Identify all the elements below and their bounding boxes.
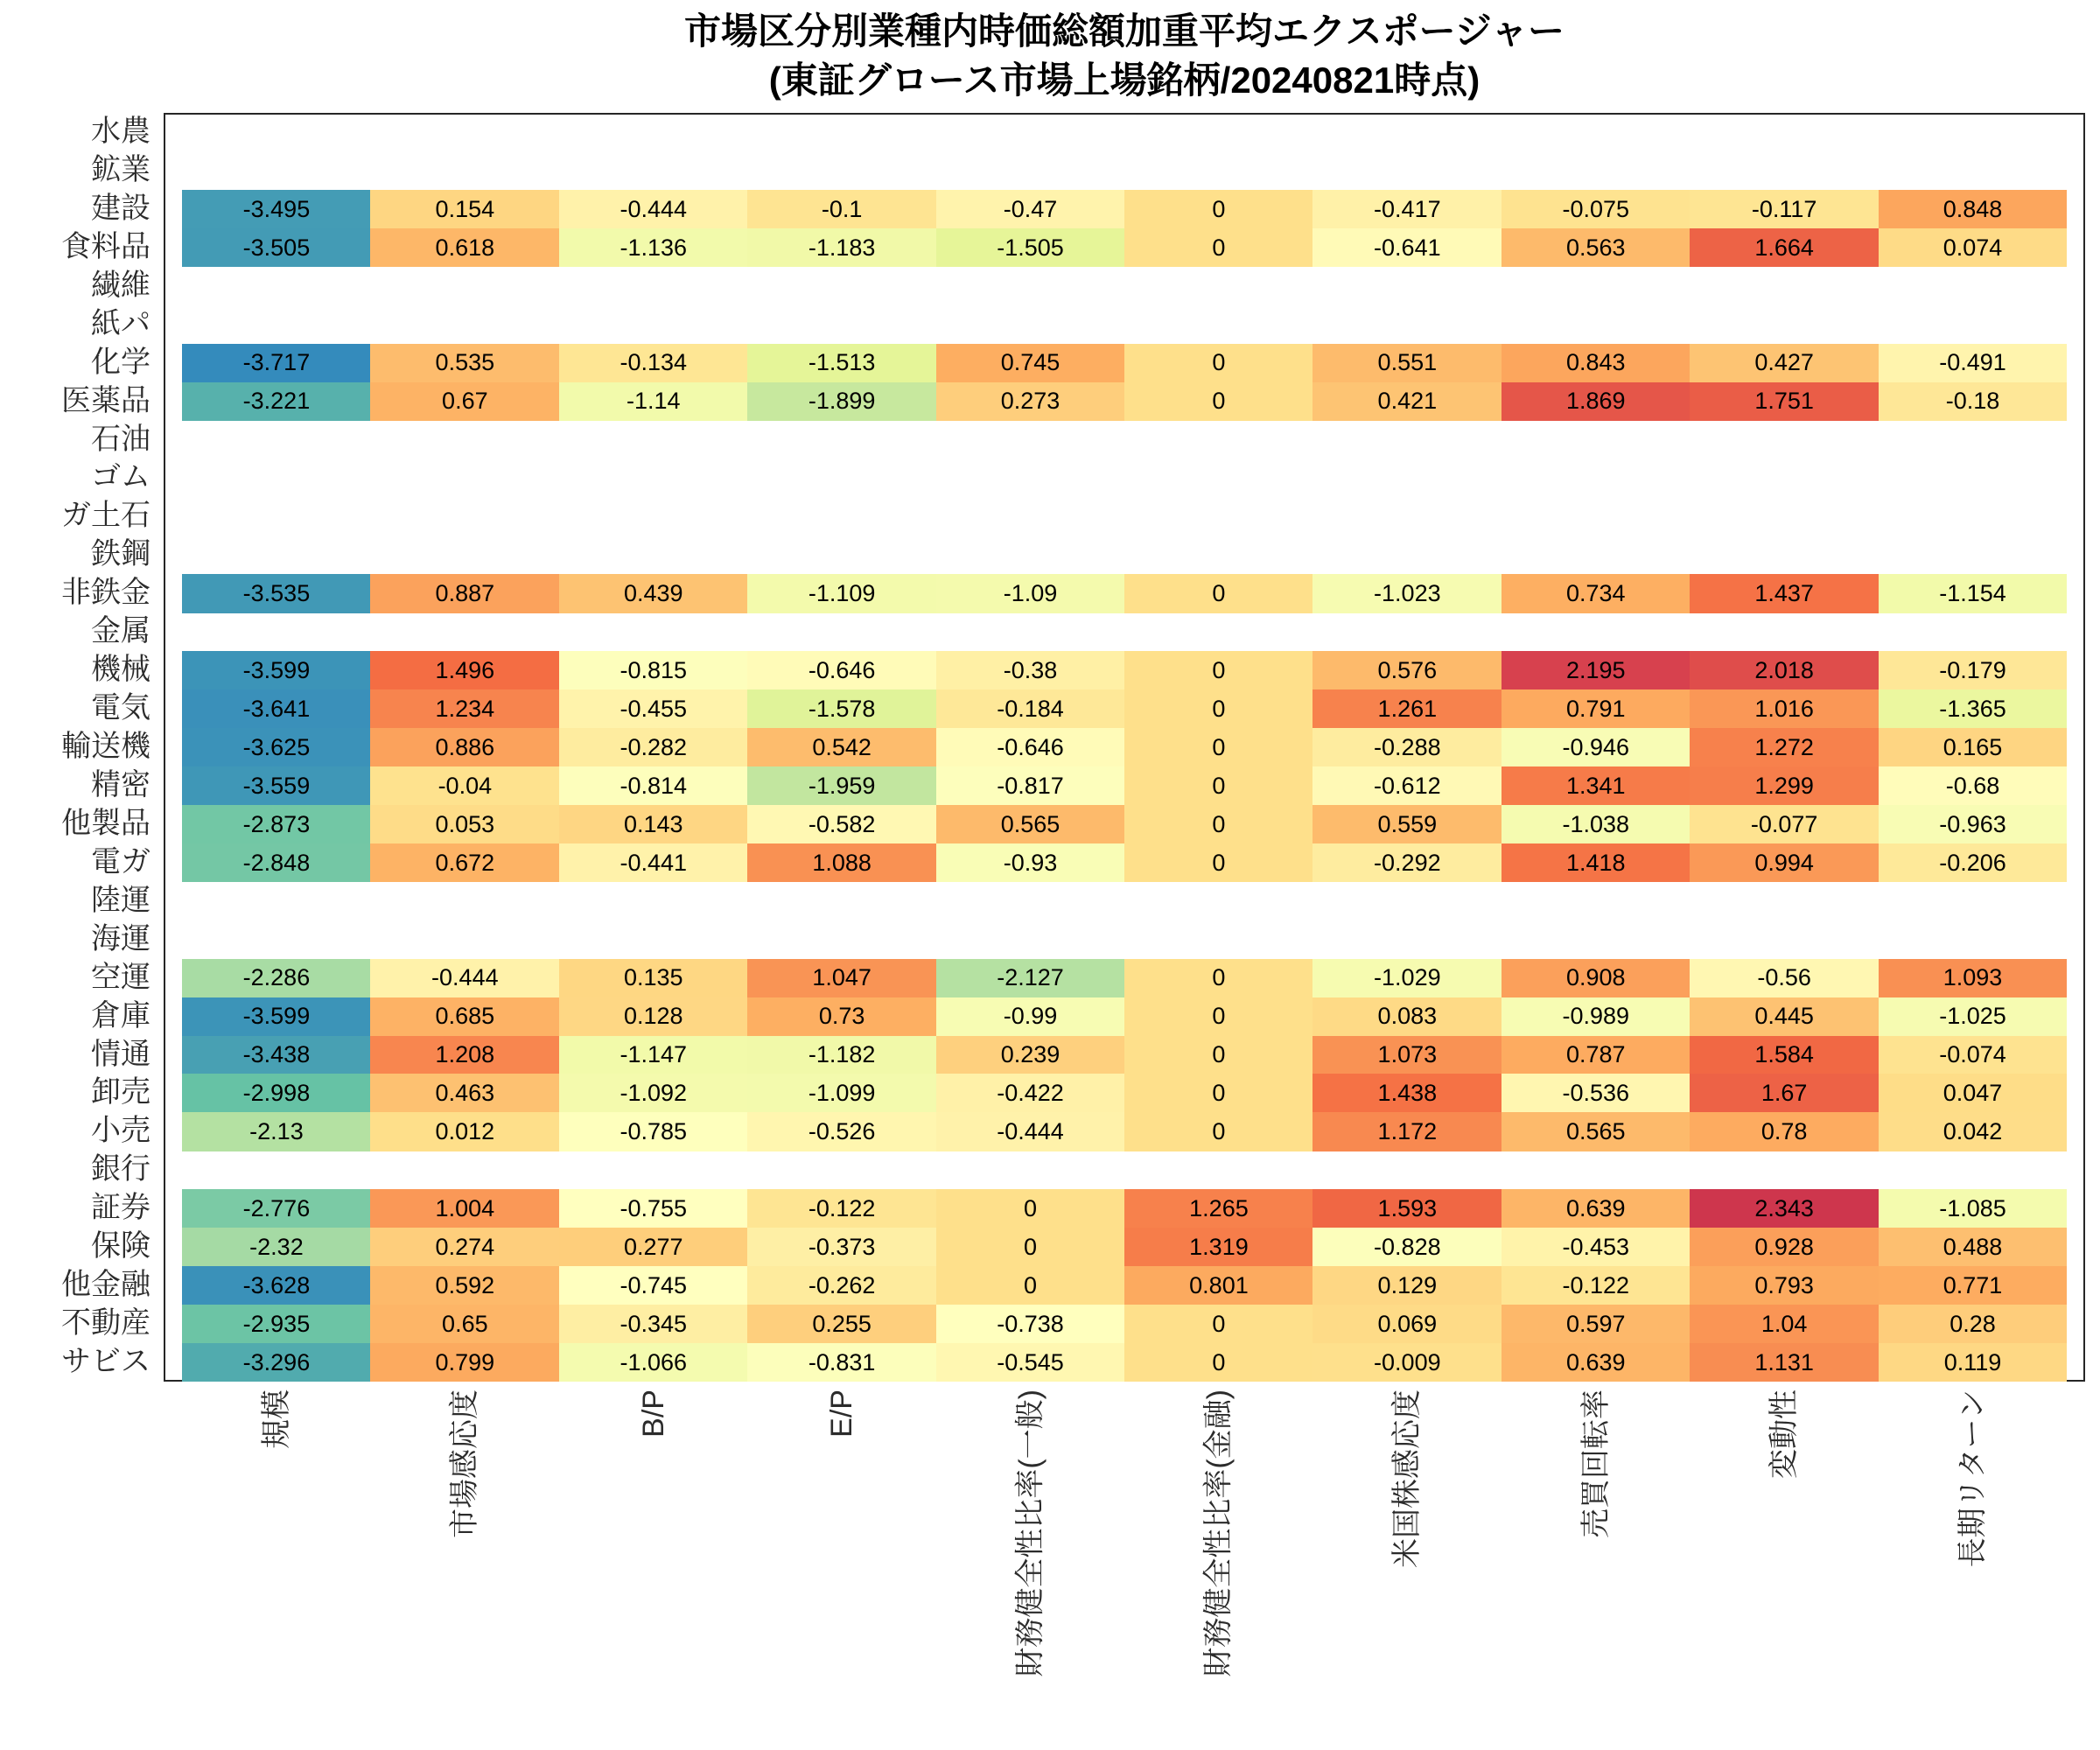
- heatmap-cell: 0.488: [1879, 1228, 2068, 1266]
- chart-title-line1: 市場区分別業種内時価総額加重平均エクスポージャー: [684, 10, 1564, 52]
- heatmap-cell: 1.093: [1879, 959, 2068, 998]
- heatmap-cell: -0.755: [559, 1189, 748, 1228]
- heatmap-cell: -0.963: [1879, 805, 2068, 844]
- heatmap-cell: -0.444: [936, 1112, 1125, 1151]
- heatmap-cell: 0.65: [370, 1305, 559, 1343]
- x-tick-label: 規模: [259, 1390, 293, 1449]
- y-tick-label: 空運: [91, 960, 150, 994]
- heatmap-cell: -0.526: [747, 1112, 936, 1151]
- heatmap-cell: -3.717: [182, 344, 371, 382]
- y-tick-label: 他製品: [61, 806, 150, 840]
- y-tick-label: 食料品: [61, 229, 150, 263]
- heatmap-cell: 0.799: [370, 1343, 559, 1382]
- heatmap-cell: -0.077: [1690, 805, 1879, 844]
- heatmap-cell: 1.004: [370, 1189, 559, 1228]
- heatmap-cell: 0: [1124, 344, 1313, 382]
- heatmap-cell: -0.47: [936, 190, 1125, 228]
- heatmap-cell: -1.513: [747, 344, 936, 382]
- x-tick-label: 米国株感応度: [1390, 1390, 1424, 1568]
- heatmap-cell: -0.815: [559, 651, 748, 690]
- y-tick-label: 小売: [91, 1114, 150, 1148]
- heatmap-cell: 0.119: [1879, 1343, 2068, 1382]
- heatmap-cell: 0.542: [747, 728, 936, 766]
- heatmap-cell: -0.1: [747, 190, 936, 228]
- heatmap-row: [182, 1343, 2067, 1382]
- y-tick-label: 倉庫: [91, 998, 150, 1032]
- heatmap-cell: 1.208: [370, 1036, 559, 1074]
- x-tick-label: 市場感応度: [448, 1390, 482, 1538]
- heatmap-cell: 0.843: [1502, 344, 1690, 382]
- y-tick-label: 機械: [91, 653, 150, 687]
- heatmap-cell: 0.535: [370, 344, 559, 382]
- heatmap-cell: 2.343: [1690, 1189, 1879, 1228]
- heatmap-row: [182, 844, 2067, 882]
- y-tick-label: 卸売: [91, 1075, 150, 1110]
- heatmap-cell: 0: [1124, 190, 1313, 228]
- heatmap-cell: -0.282: [559, 728, 748, 766]
- heatmap-cell: 0.239: [936, 1036, 1125, 1074]
- heatmap-cell: 0: [1124, 844, 1313, 882]
- heatmap-cell: -1.099: [747, 1074, 936, 1112]
- heatmap-cell: 0: [1124, 805, 1313, 844]
- heatmap-cell: 1.261: [1312, 690, 1502, 728]
- heatmap-cell: -1.029: [1312, 959, 1502, 998]
- heatmap-cell: -0.453: [1502, 1228, 1690, 1266]
- heatmap-cell: 0.639: [1502, 1189, 1690, 1228]
- heatmap-row: [182, 190, 2067, 228]
- y-tick-label: 輸送機: [61, 730, 150, 764]
- heatmap-cell: -0.206: [1879, 844, 2068, 882]
- heatmap-cell: 0.592: [370, 1266, 559, 1305]
- heatmap-cell: 0: [1124, 1343, 1313, 1382]
- heatmap-cell: 0.012: [370, 1112, 559, 1151]
- heatmap-cell: 0.083: [1312, 998, 1502, 1036]
- heatmap-cell: -1.505: [936, 228, 1125, 267]
- heatmap-cell: -1.09: [936, 574, 1125, 612]
- heatmap-row: [182, 344, 2067, 382]
- heatmap-cell: -3.438: [182, 1036, 371, 1074]
- heatmap-cell: -0.262: [747, 1266, 936, 1305]
- heatmap-cell: 1.341: [1502, 766, 1690, 805]
- y-tick-label: 石油: [91, 422, 150, 456]
- heatmap-cell: 1.04: [1690, 1305, 1879, 1343]
- y-tick-label: 海運: [91, 921, 150, 956]
- heatmap-cell: 1.67: [1690, 1074, 1879, 1112]
- y-tick-label: 鉱業: [91, 152, 150, 186]
- heatmap-row: [182, 1266, 2067, 1305]
- heatmap-cell: 0.618: [370, 228, 559, 267]
- heatmap-cell: -1.899: [747, 382, 936, 421]
- heatmap-row: [182, 1074, 2067, 1112]
- heatmap-cell: 1.751: [1690, 382, 1879, 421]
- heatmap-cell: 0.886: [370, 728, 559, 766]
- heatmap-cell: -1.085: [1879, 1189, 2068, 1228]
- heatmap-cell: 0: [936, 1266, 1125, 1305]
- heatmap-row: [182, 574, 2067, 612]
- heatmap-cell: 1.272: [1690, 728, 1879, 766]
- heatmap-cell: 0.463: [370, 1074, 559, 1112]
- heatmap-cell: -3.535: [182, 574, 371, 612]
- heatmap-cell: -0.738: [936, 1305, 1125, 1343]
- y-tick-label: ゴム: [91, 460, 150, 494]
- heatmap-cell: -0.075: [1502, 190, 1690, 228]
- heatmap-cell: 0.135: [559, 959, 748, 998]
- heatmap-cell: -0.93: [936, 844, 1125, 882]
- heatmap-cell: -1.109: [747, 574, 936, 612]
- y-tick-label: 情通: [91, 1037, 150, 1071]
- heatmap-cell: 0.793: [1690, 1266, 1879, 1305]
- y-tick-label: 鉄鋼: [91, 537, 150, 571]
- heatmap-cell: 1.172: [1312, 1112, 1502, 1151]
- heatmap-cell: -0.814: [559, 766, 748, 805]
- heatmap-cell: -0.989: [1502, 998, 1690, 1036]
- heatmap-cell: 0: [1124, 382, 1313, 421]
- heatmap-cell: -0.646: [747, 651, 936, 690]
- heatmap-cell: -0.345: [559, 1305, 748, 1343]
- heatmap-cell: -3.599: [182, 998, 371, 1036]
- heatmap-cell: -3.641: [182, 690, 371, 728]
- y-tick-label: 保険: [91, 1229, 150, 1264]
- heatmap-cell: -0.441: [559, 844, 748, 882]
- heatmap-cell: -0.373: [747, 1228, 936, 1266]
- heatmap-cell: -0.56: [1690, 959, 1879, 998]
- heatmap-cell: 0: [1124, 959, 1313, 998]
- heatmap-cell: -3.221: [182, 382, 371, 421]
- heatmap-cell: -0.04: [370, 766, 559, 805]
- heatmap-cell: 0.047: [1879, 1074, 2068, 1112]
- heatmap-row: [182, 805, 2067, 844]
- heatmap-cell: -3.559: [182, 766, 371, 805]
- heatmap-cell: -1.578: [747, 690, 936, 728]
- x-tick-label: 変動性: [1767, 1390, 1801, 1479]
- x-tick-label: 長期リターン: [1956, 1390, 1990, 1568]
- y-tick-label: 非鉄金: [61, 576, 150, 610]
- heatmap-cell: -0.646: [936, 728, 1125, 766]
- heatmap-cell: -1.365: [1879, 690, 2068, 728]
- heatmap-cell: 0.565: [936, 805, 1125, 844]
- heatmap-cell: -0.545: [936, 1343, 1125, 1382]
- heatmap-cell: -0.828: [1312, 1228, 1502, 1266]
- heatmap-cell: -1.154: [1879, 574, 2068, 612]
- y-tick-label: 金属: [91, 614, 150, 648]
- heatmap-cell: -2.127: [936, 959, 1125, 998]
- heatmap-cell: -2.873: [182, 805, 371, 844]
- heatmap-cell: -0.946: [1502, 728, 1690, 766]
- heatmap-row: [182, 651, 2067, 690]
- heatmap-cell: -0.18: [1879, 382, 2068, 421]
- heatmap-cell: -0.38: [936, 651, 1125, 690]
- heatmap-cell: -0.785: [559, 1112, 748, 1151]
- heatmap-cell: -3.505: [182, 228, 371, 267]
- heatmap-cell: 1.265: [1124, 1189, 1313, 1228]
- heatmap-cell: 0.439: [559, 574, 748, 612]
- heatmap-cell: -2.13: [182, 1112, 371, 1151]
- heatmap-cell: 0.129: [1312, 1266, 1502, 1305]
- heatmap-cell: 0.273: [936, 382, 1125, 421]
- y-tick-label: 他金融: [61, 1268, 150, 1302]
- heatmap-cell: 0.069: [1312, 1305, 1502, 1343]
- heatmap-cell: 0.73: [747, 998, 936, 1036]
- heatmap-cell: 0.277: [559, 1228, 748, 1266]
- heatmap-cell: -0.122: [747, 1189, 936, 1228]
- heatmap-cell: 0.78: [1690, 1112, 1879, 1151]
- heatmap-cell: 1.047: [747, 959, 936, 998]
- heatmap-cell: 0.848: [1879, 190, 2068, 228]
- y-tick-label: 水農: [91, 115, 150, 148]
- heatmap-cell: -0.134: [559, 344, 748, 382]
- heatmap-cell: 0.274: [370, 1228, 559, 1266]
- heatmap-cell: 0.165: [1879, 728, 2068, 766]
- heatmap-row: [182, 690, 2067, 728]
- heatmap-row: [182, 1189, 2067, 1228]
- heatmap-cell: 0.685: [370, 998, 559, 1036]
- heatmap-cell: -3.628: [182, 1266, 371, 1305]
- x-tick-label: 財務健全性比率(一般): [1013, 1390, 1047, 1677]
- heatmap-row: [182, 1112, 2067, 1151]
- heatmap-cell: 2.195: [1502, 651, 1690, 690]
- y-tick-label: 医薬品: [61, 383, 150, 417]
- heatmap-cell: 0.67: [370, 382, 559, 421]
- heatmap-cell: 0.994: [1690, 844, 1879, 882]
- heatmap-cell: 1.664: [1690, 228, 1879, 267]
- heatmap-cell: -1.092: [559, 1074, 748, 1112]
- heatmap-cell: 0: [1124, 1074, 1313, 1112]
- heatmap-cell: 1.438: [1312, 1074, 1502, 1112]
- heatmap-cell: -1.183: [747, 228, 936, 267]
- heatmap-cell: 0: [1124, 728, 1313, 766]
- heatmap-cell: -2.286: [182, 959, 371, 998]
- heatmap-cell: -1.066: [559, 1343, 748, 1382]
- heatmap-row: [182, 959, 2067, 998]
- heatmap-cell: -0.641: [1312, 228, 1502, 267]
- heatmap-cell: 0.887: [370, 574, 559, 612]
- x-tick-label: E/P: [824, 1390, 858, 1438]
- y-tick-label: 精密: [91, 767, 150, 802]
- heatmap-cell: 0: [936, 1189, 1125, 1228]
- heatmap-cell: 0.143: [559, 805, 748, 844]
- heatmap-cell: -3.625: [182, 728, 371, 766]
- chart-title-line2: (東証グロース市場上場銘柄/20240821時点): [768, 60, 1480, 101]
- x-tick-label: B/P: [636, 1390, 670, 1438]
- heatmap-cell: -0.99: [936, 998, 1125, 1036]
- heatmap-row: [182, 228, 2067, 267]
- x-tick-label: 財務健全性比率(金融): [1201, 1390, 1236, 1677]
- heatmap-cell: -0.817: [936, 766, 1125, 805]
- heatmap-cell: 0.576: [1312, 651, 1502, 690]
- heatmap-cell: 0.563: [1502, 228, 1690, 267]
- heatmap-cell: -2.32: [182, 1228, 371, 1266]
- heatmap-cell: 0.801: [1124, 1266, 1313, 1305]
- heatmap-cell: -0.455: [559, 690, 748, 728]
- heatmap-cell: 1.299: [1690, 766, 1879, 805]
- heatmap-cell: -0.68: [1879, 766, 2068, 805]
- heatmap-cell: 0.734: [1502, 574, 1690, 612]
- heatmap-cell: 1.016: [1690, 690, 1879, 728]
- heatmap-cell: -0.612: [1312, 766, 1502, 805]
- y-tick-label: 証券: [91, 1191, 150, 1225]
- heatmap-cell: 0.255: [747, 1305, 936, 1343]
- heatmap-cells: [182, 113, 2067, 1382]
- heatmap-cell: 0.745: [936, 344, 1125, 382]
- heatmap-row: [182, 998, 2067, 1036]
- heatmap-cell: 0.128: [559, 998, 748, 1036]
- heatmap-cell: 0.791: [1502, 690, 1690, 728]
- heatmap-cell: -1.182: [747, 1036, 936, 1074]
- heatmap-cell: 0.042: [1879, 1112, 2068, 1151]
- heatmap-cell: 0.908: [1502, 959, 1690, 998]
- y-tick-label: 銀行: [91, 1152, 150, 1186]
- heatmap-cell: 0.787: [1502, 1036, 1690, 1074]
- y-axis-labels: [0, 113, 150, 1382]
- y-tick-label: 繊維: [91, 268, 150, 302]
- heatmap-cell: -0.292: [1312, 844, 1502, 882]
- heatmap-cell: 0.427: [1690, 344, 1879, 382]
- heatmap-row: [182, 382, 2067, 421]
- heatmap-cell: 0.565: [1502, 1112, 1690, 1151]
- heatmap-cell: 1.869: [1502, 382, 1690, 421]
- heatmap-cell: -0.491: [1879, 344, 2068, 382]
- heatmap-cell: 0.551: [1312, 344, 1502, 382]
- heatmap-cell: 1.418: [1502, 844, 1690, 882]
- heatmap-cell: 0.053: [370, 805, 559, 844]
- heatmap-cell: 0.421: [1312, 382, 1502, 421]
- heatmap-cell: 0.074: [1879, 228, 2068, 267]
- heatmap-cell: 1.496: [370, 651, 559, 690]
- heatmap-cell: 0: [1124, 228, 1313, 267]
- heatmap-cell: -0.444: [370, 959, 559, 998]
- heatmap-row: [182, 1036, 2067, 1074]
- heatmap-cell: 0.597: [1502, 1305, 1690, 1343]
- heatmap-cell: 1.584: [1690, 1036, 1879, 1074]
- heatmap-cell: 0.771: [1879, 1266, 2068, 1305]
- heatmap-cell: 0.445: [1690, 998, 1879, 1036]
- heatmap-cell: 1.319: [1124, 1228, 1313, 1266]
- heatmap-cell: -0.009: [1312, 1343, 1502, 1382]
- heatmap-cell: -1.959: [747, 766, 936, 805]
- heatmap-cell: -1.14: [559, 382, 748, 421]
- heatmap-cell: 0: [1124, 1305, 1313, 1343]
- heatmap-cell: 0.928: [1690, 1228, 1879, 1266]
- heatmap-cell: 0: [1124, 1112, 1313, 1151]
- heatmap-cell: 0.154: [370, 190, 559, 228]
- heatmap-cell: 0: [1124, 651, 1313, 690]
- heatmap-cell: -0.417: [1312, 190, 1502, 228]
- heatmap-cell: 0.28: [1879, 1305, 2068, 1343]
- heatmap-cell: -0.179: [1879, 651, 2068, 690]
- heatmap-cell: -0.745: [559, 1266, 748, 1305]
- heatmap-cell: -0.422: [936, 1074, 1125, 1112]
- heatmap-cell: -1.025: [1879, 998, 2068, 1036]
- heatmap-cell: -0.288: [1312, 728, 1502, 766]
- y-tick-label: 紙パ: [91, 306, 150, 340]
- heatmap-cell: 0.559: [1312, 805, 1502, 844]
- y-tick-label: サビス: [61, 1345, 150, 1379]
- heatmap-cell: -1.136: [559, 228, 748, 267]
- heatmap-cell: 0: [1124, 1036, 1313, 1074]
- heatmap-cell: -0.122: [1502, 1266, 1690, 1305]
- y-tick-label: 化学: [91, 345, 150, 379]
- heatmap-row: [182, 1228, 2067, 1266]
- heatmap-cell: -1.023: [1312, 574, 1502, 612]
- heatmap-cell: 0: [1124, 690, 1313, 728]
- heatmap-cell: -0.184: [936, 690, 1125, 728]
- y-tick-label: 建設: [91, 191, 150, 225]
- y-tick-label: 電ガ: [91, 844, 150, 878]
- heatmap-cell: 0: [936, 1228, 1125, 1266]
- heatmap-cell: -2.998: [182, 1074, 371, 1112]
- y-tick-label: 電気: [91, 691, 150, 725]
- y-tick-label: 不動産: [61, 1306, 150, 1340]
- heatmap-cell: -3.296: [182, 1343, 371, 1382]
- heatmap-cell: 0: [1124, 574, 1313, 612]
- heatmap-cell: -2.776: [182, 1189, 371, 1228]
- heatmap-row: [182, 1305, 2067, 1343]
- heatmap-cell: 0: [1124, 998, 1313, 1036]
- heatmap-cell: -2.848: [182, 844, 371, 882]
- heatmap-cell: -0.444: [559, 190, 748, 228]
- heatmap-cell: 1.073: [1312, 1036, 1502, 1074]
- heatmap-cell: 2.018: [1690, 651, 1879, 690]
- heatmap-cell: 0.672: [370, 844, 559, 882]
- heatmap-cell: 1.088: [747, 844, 936, 882]
- heatmap-cell: 1.131: [1690, 1343, 1879, 1382]
- chart-title: [164, 7, 2085, 105]
- heatmap-row: [182, 728, 2067, 766]
- heatmap-cell: -0.117: [1690, 190, 1879, 228]
- heatmap-cell: -0.536: [1502, 1074, 1690, 1112]
- heatmap-cell: -1.038: [1502, 805, 1690, 844]
- heatmap-cell: -3.599: [182, 651, 371, 690]
- heatmap-cell: 1.234: [370, 690, 559, 728]
- heatmap-cell: 0.639: [1502, 1343, 1690, 1382]
- heatmap-cell: 0: [1124, 766, 1313, 805]
- heatmap-cell: -1.147: [559, 1036, 748, 1074]
- heatmap-cell: -0.582: [747, 805, 936, 844]
- x-tick-label: 売買回転率: [1578, 1390, 1613, 1538]
- heatmap-cell: -2.935: [182, 1305, 371, 1343]
- y-tick-label: ガ土石: [61, 499, 150, 533]
- heatmap-cell: -0.831: [747, 1343, 936, 1382]
- heatmap-cell: -0.074: [1879, 1036, 2068, 1074]
- heatmap-row: [182, 766, 2067, 805]
- heatmap-cell: 1.437: [1690, 574, 1879, 612]
- heatmap-cell: -3.495: [182, 190, 371, 228]
- y-tick-label: 陸運: [91, 883, 150, 917]
- heatmap-cell: 1.593: [1312, 1189, 1502, 1228]
